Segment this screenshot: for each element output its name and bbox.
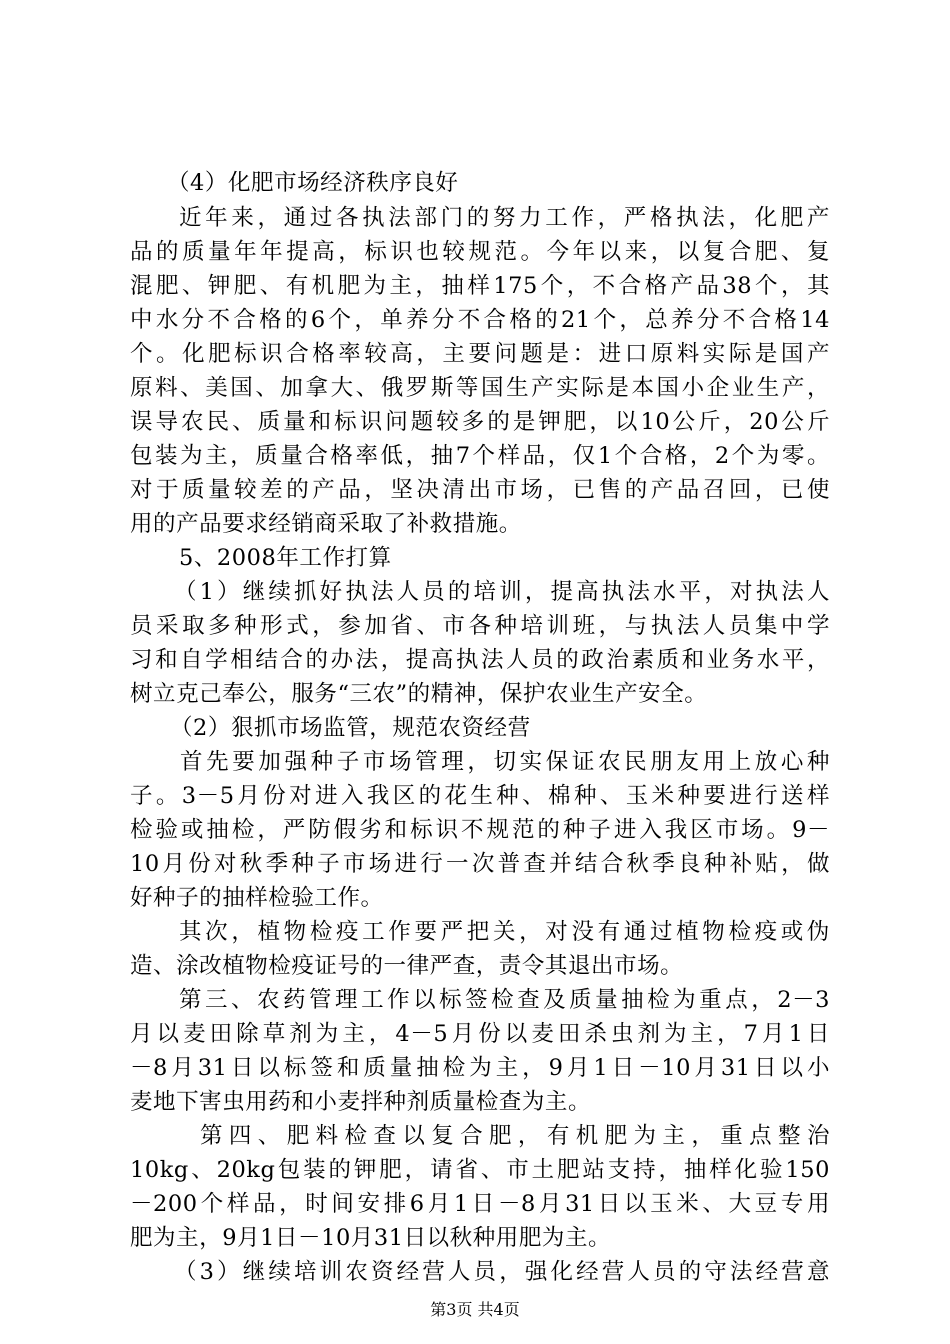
paragraph-line: 月以麦田除草剂为主，4－5月份以麦田杀虫剂为主，7月1日 bbox=[130, 1021, 830, 1047]
paragraph-line: 造、涂改植物检疫证号的一律严查，责令其退出市场。 bbox=[130, 953, 684, 979]
paragraph-line: 用的产品要求经销商采取了补救措施。 bbox=[130, 511, 522, 537]
paragraph-line: 其次，植物检疫工作要严把关，对没有通过植物检疫或伪 bbox=[179, 919, 830, 945]
paragraph-line: 中水分不合格的6个，单养分不合格的21个，总养分不合格14 bbox=[130, 307, 830, 333]
section-heading-5: 5、2008年工作打算 bbox=[179, 545, 392, 571]
section-heading-2: （2）狠抓市场监管，规范农资经营 bbox=[170, 715, 531, 741]
paragraph-line: 混肥、钾肥、有机肥为主，抽样175个，不合格产品38个，其 bbox=[130, 273, 830, 299]
paragraph-line: 首先要加强种子市场管理，切实保证农民朋友用上放心种 bbox=[180, 749, 830, 775]
paragraph-line: 第四、肥料检查以复合肥，有机肥为主，重点整治 bbox=[200, 1123, 830, 1149]
paragraph-line: 个。化肥标识合格率较高，主要问题是：进口原料实际是国产 bbox=[130, 341, 830, 367]
paragraph-line: （3）继续培训农资经营人员，强化经营人员的守法经营意 bbox=[174, 1259, 830, 1285]
paragraph-line: －8月31日以标签和质量抽检为主，9月1日－10月31日以小 bbox=[130, 1055, 830, 1081]
paragraph-line: 近年来，通过各执法部门的努力工作，严格执法，化肥产 bbox=[179, 205, 830, 231]
paragraph-line: －200个样品，时间安排6月1日－8月31日以玉米、大豆专用 bbox=[130, 1191, 830, 1217]
paragraph-line: （1）继续抓好执法人员的培训，提高执法水平，对执法人 bbox=[174, 579, 830, 605]
paragraph-line: 原料、美国、加拿大、俄罗斯等国生产实际是本国小企业生产， bbox=[130, 375, 830, 401]
paragraph-line: 检验或抽检，严防假劣和标识不规范的种子进入我区市场。9－ bbox=[130, 817, 830, 843]
paragraph-line: 好种子的抽样检验工作。 bbox=[130, 885, 384, 911]
paragraph-line: 10kg、20kg包装的钾肥，请省、市土肥站支持，抽样化验150 bbox=[130, 1157, 830, 1183]
page-footer: 第3页 共4页 bbox=[430, 1300, 520, 1319]
paragraph-line: 习和自学相结合的办法，提高执法人员的政治素质和业务水平， bbox=[130, 647, 830, 673]
paragraph-line: 对于质量较差的产品，坚决清出市场，已售的产品召回，已使 bbox=[130, 477, 830, 503]
section-heading-4: （4）化肥市场经济秩序良好 bbox=[167, 170, 459, 196]
paragraph-line: 麦地下害虫用药和小麦拌种剂质量检查为主。 bbox=[130, 1089, 592, 1115]
paragraph-line: 品的质量年年提高，标识也较规范。今年以来，以复合肥、复 bbox=[130, 239, 830, 265]
paragraph-line: 员采取多种形式，参加省、市各种培训班，与执法人员集中学 bbox=[130, 613, 830, 639]
paragraph-line: 10月份对秋季种子市场进行一次普查并结合秋季良种补贴，做 bbox=[130, 851, 830, 877]
paragraph-line: 包装为主，质量合格率低，抽7个样品，仅1个合格，2个为零。 bbox=[130, 443, 830, 469]
paragraph-line: 肥为主，9月1日－10月31日以秋种用肥为主。 bbox=[130, 1225, 612, 1251]
paragraph-line: 树立克己奉公，服务“三农”的精神，保护农业生产安全。 bbox=[130, 681, 708, 707]
paragraph-line: 第三、农药管理工作以标签检查及质量抽检为重点，2－3 bbox=[179, 987, 830, 1013]
paragraph-line: 误导农民、质量和标识问题较多的是钾肥，以10公斤，20公斤 bbox=[130, 409, 830, 435]
paragraph-line: 子。3－5月份对进入我区的花生种、棉种、玉米种要进行送样 bbox=[130, 783, 830, 809]
